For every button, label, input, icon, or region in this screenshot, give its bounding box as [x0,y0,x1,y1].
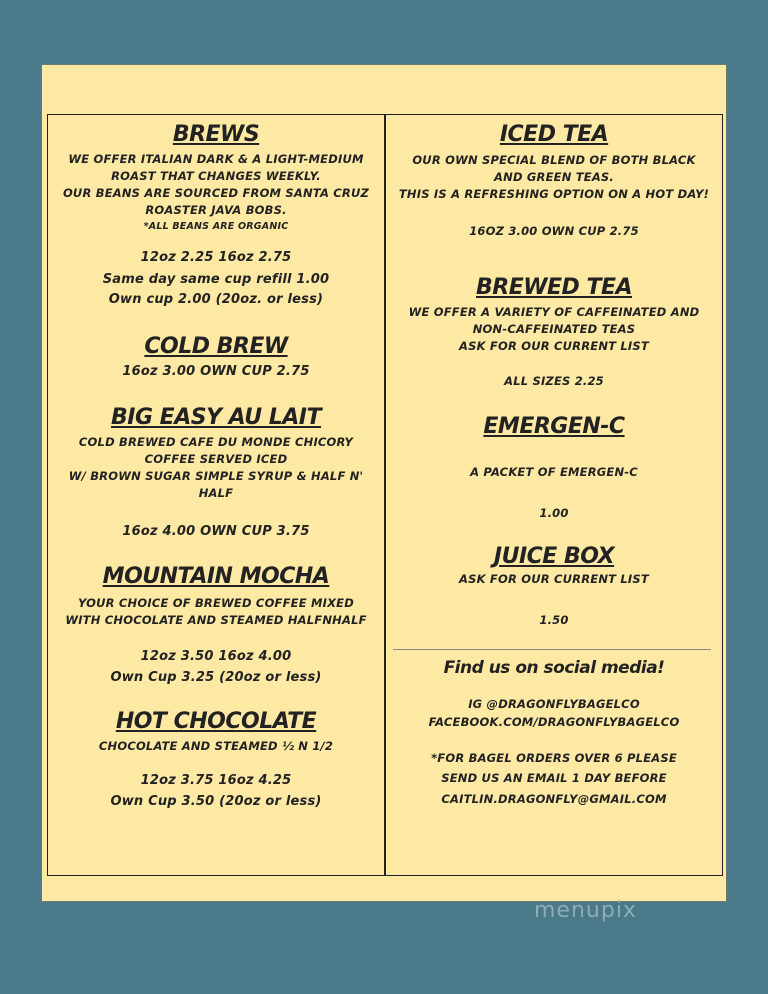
au-lait-price: 16oz 4.00 OWN CUP 3.75 [122,524,310,539]
iced-tea-desc-1: OUR OWN SPECIAL BLEND OF BOTH BLACK [412,153,696,167]
emergen-c-desc: A PACKET OF EMERGEN-C [470,465,638,479]
bagel-orders-note-1: *FOR BAGEL ORDERS OVER 6 PLEASE [431,751,677,765]
iced-tea-desc-2: AND GREEN TEAS. [494,170,614,184]
social-instagram: IG @DRAGONFLYBAGELCO [468,697,640,711]
social-separator [393,649,711,650]
hot-chocolate-title: HOT CHOCOLATE [115,709,317,734]
brews-note: *ALL BEANS ARE ORGANIC [143,221,289,232]
au-lait-desc-4: HALF [198,486,234,500]
brewed-tea-desc-2: NON-CAFFEINATED TEAS [472,322,636,336]
cold-brew-price: 16oz 3.00 OWN CUP 2.75 [122,364,310,379]
brews-desc-2: ROAST THAT CHANGES WEEKLY. [111,169,321,183]
au-lait-desc-3: W/ BROWN SUGAR SIMPLE SYRUP & HALF N' [68,469,364,483]
brews-own-cup: Own cup 2.00 (20oz. or less) [108,292,324,307]
iced-tea-title: ICED TEA [499,122,609,147]
mocha-desc-1: YOUR CHOICE OF BREWED COFFEE MIXED [78,596,354,610]
mocha-title: MOUNTAIN MOCHA [102,564,330,589]
emergen-c-price: 1.00 [539,506,569,520]
brews-refill: Same day same cup refill 1.00 [102,272,330,287]
hot-chocolate-own-cup: Own Cup 3.50 (20oz or less) [110,794,322,809]
brewed-tea-desc-3: ASK FOR OUR CURRENT LIST [459,339,649,353]
iced-tea-price: 16OZ 3.00 OWN CUP 2.75 [469,224,639,238]
au-lait-desc-2: COFFEE SERVED ICED [144,452,288,466]
bagel-orders-note-2: SEND US AN EMAIL 1 DAY BEFORE [441,771,667,785]
brews-desc-3: OUR BEANS ARE SOURCED FROM SANTA CRUZ [62,186,370,200]
social-title: Find us on social media! [443,658,665,678]
iced-tea-desc-3: THIS IS A REFRESHING OPTION ON A HOT DAY! [398,187,710,201]
brews-desc-1: WE OFFER ITALIAN DARK & A LIGHT-MEDIUM [68,152,364,166]
juice-box-price: 1.50 [539,613,569,627]
juice-box-desc: ASK FOR OUR CURRENT LIST [459,572,649,586]
brews-title: BREWS [172,122,260,147]
menupix-watermark: menupix [534,898,637,923]
cold-brew-title: COLD BREW [144,334,288,359]
emergen-c-title: EMERGEN-C [483,414,625,439]
brewed-tea-price: ALL SIZES 2.25 [504,374,604,388]
hot-chocolate-desc: CHOCOLATE AND STEAMED ½ N 1/2 [98,739,334,753]
au-lait-title: BIG EASY AU LAIT [111,405,321,430]
mocha-own-cup: Own Cup 3.25 (20oz or less) [110,670,322,685]
au-lait-desc-1: COLD BREWED CAFE DU MONDE CHICORY [78,435,354,449]
brewed-tea-title: BREWED TEA [475,275,632,300]
brews-sizes: 12oz 2.25 16oz 2.75 [140,250,292,265]
hot-chocolate-sizes: 12oz 3.75 16oz 4.25 [140,773,292,788]
mocha-sizes: 12oz 3.50 16oz 4.00 [140,649,292,664]
brewed-tea-desc-1: WE OFFER A VARIETY OF CAFFEINATED AND [408,305,700,319]
contact-email: CAITLIN.DRAGONFLY@GMAIL.COM [441,792,667,806]
brews-desc-4: ROASTER JAVA BOBS. [145,203,287,217]
social-facebook: FACEBOOK.COM/DRAGONFLYBAGELCO [428,715,680,729]
mocha-desc-2: WITH CHOCOLATE AND STEAMED HALFNHALF [65,613,367,627]
juice-box-title: JUICE BOX [493,544,615,569]
